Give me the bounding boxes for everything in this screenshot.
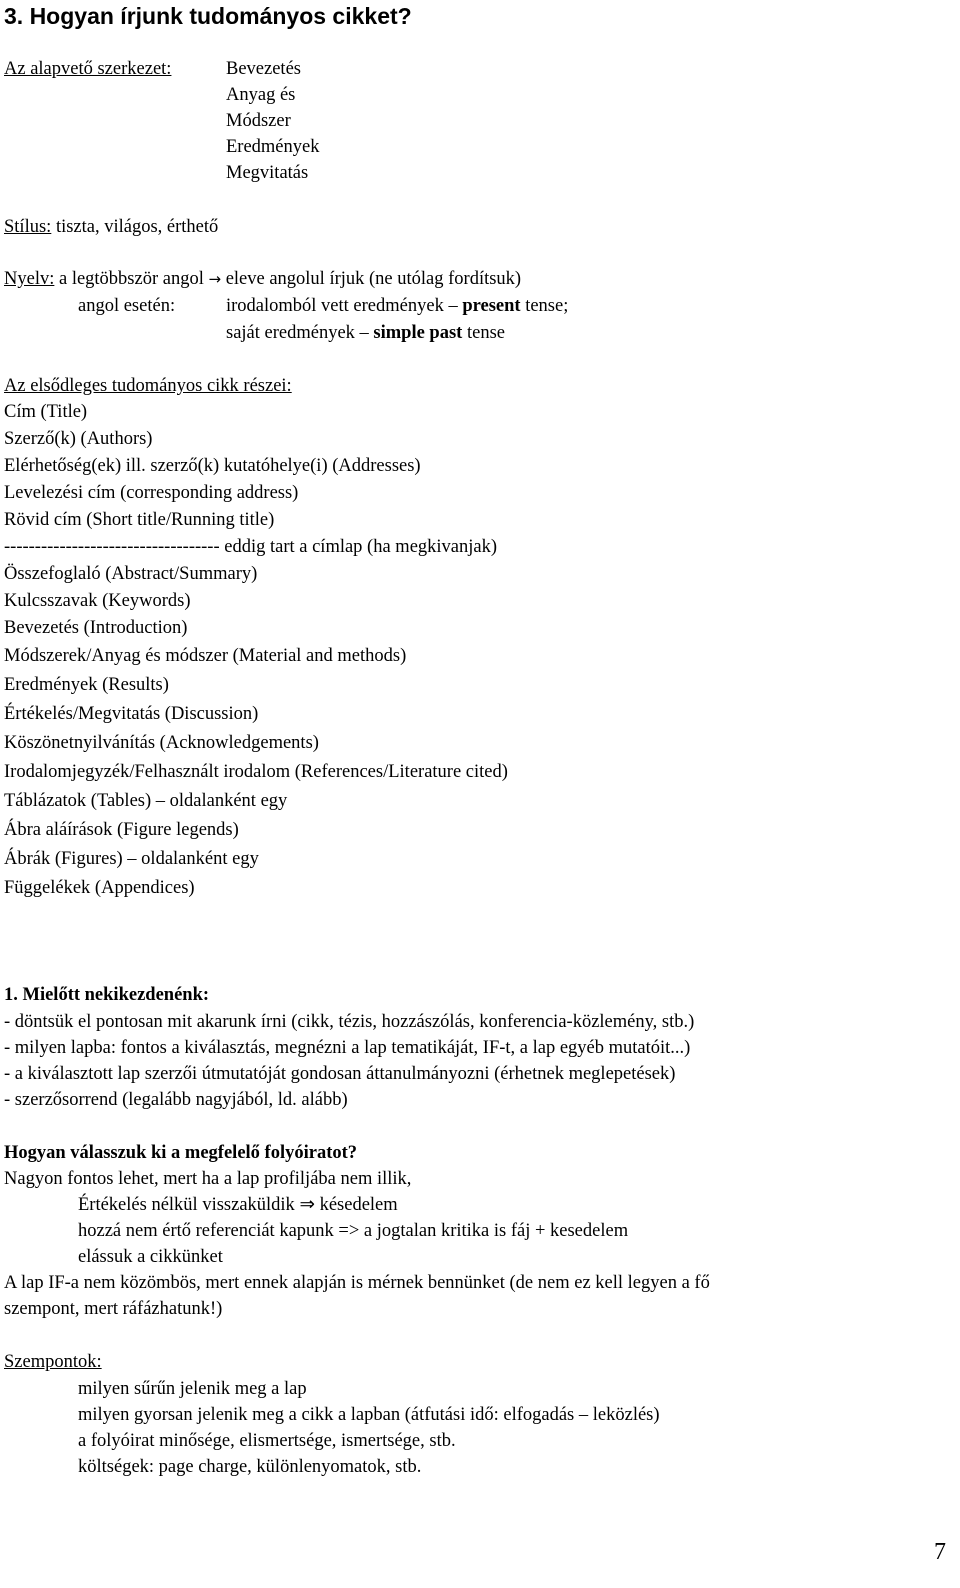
parts-item: Eredmények (Results) (4, 675, 169, 695)
parts-label: Az elsődleges tudományos cikk részei: (4, 376, 292, 396)
before-heading: 1. Mielőtt nekikezdenénk: (4, 985, 210, 1005)
parts-item: Cím (Title) (4, 402, 88, 422)
before-item: - milyen lapba: fontos a kiválasztás, megnézni a lap tematikáját, IF-t, a lap egyéb mutatóit...) (4, 1038, 691, 1058)
structure-item: Módszer (226, 111, 291, 131)
parts-item: Függelékek (Appendices) (4, 878, 195, 898)
structure-item: Anyag és (226, 85, 296, 105)
page-number: 7 (934, 1539, 946, 1565)
language-line-2 (226, 295, 568, 317)
language-label: Nyelv: (4, 269, 55, 289)
criteria-item: a folyóirat minősége, elismertsége, ismertsége, stb. (78, 1431, 456, 1451)
parts-item: Levelezési cím (corresponding address) (4, 483, 299, 503)
parts-item: Szerző(k) (Authors) (4, 429, 153, 449)
parts-item: ----------------------------------- eddig tart a címlap (ha megkivanjak) (4, 537, 498, 557)
structure-item: Eredmények (226, 137, 320, 157)
structure-item: Megvitatás (226, 163, 309, 183)
criteria-item: milyen gyorsan jelenik meg a cikk a lapban (átfutási idő: elfogadás – leközlés) (78, 1405, 660, 1425)
journal-line1-b: késedelem (314, 1195, 398, 1215)
journal-line-2: hozzá nem értő referenciát kapunk => a jogtalan kritika is fáj + kesedelem (78, 1221, 629, 1241)
style-label: Stílus: (4, 217, 52, 237)
language-line2-c: tense; (520, 296, 569, 316)
journal-line1-a: Értékelés nélkül visszaküldik (78, 1195, 300, 1215)
structure-item: Bevezetés (226, 59, 301, 79)
parts-item: Ábrák (Figures) – oldalanként egy (4, 849, 259, 869)
present-term: present (462, 296, 521, 316)
parts-item: Kulcsszavak (Keywords) (4, 591, 191, 611)
language-line3-c: tense (462, 323, 505, 343)
before-item: - szerzősorrend (legalább nagyjából, ld. alább) (4, 1090, 348, 1110)
parts-item: Elérhetőség(ek) ill. szerző(k) kutatóhelye(i) (Addresses) (4, 456, 421, 476)
language-line-3 (226, 322, 505, 344)
parts-item: Táblázatok (Tables) – oldalanként egy (4, 791, 288, 811)
double-arrow-icon: ⇒ (299, 1195, 315, 1215)
before-item: - a kiválasztott lap szerzői útmutatóját gondosan áttanulmányozni (érhetnek meglepetések) (4, 1064, 676, 1084)
criteria-item: milyen sűrűn jelenik meg a lap (78, 1379, 307, 1399)
structure-label: Az alapvető szerkezet: (4, 59, 172, 79)
criteria-label: Szempontok: (4, 1352, 102, 1372)
right-arrow-icon: → (208, 270, 222, 288)
parts-item: Rövid cím (Short title/Running title) (4, 510, 275, 530)
style-text: tiszta, világos, érthető (51, 217, 219, 237)
language-line2-a: irodalomból vett eredmények – (226, 296, 463, 316)
journal-line-3: elássuk a cikkünket (78, 1247, 223, 1267)
parts-item: Köszönetnyilvánítás (Acknowledgements) (4, 733, 319, 753)
language-text-a: a legtöbbször angol (54, 269, 209, 289)
style-line (4, 216, 218, 238)
parts-item: Irodalomjegyzék/Felhasznált irodalom (References/Literature cited) (4, 762, 508, 782)
journal-heading: Hogyan válasszuk ki a megfelelő folyóiratot? (4, 1143, 358, 1163)
language-line3-a: saját eredmények – (226, 323, 374, 343)
page-heading: 3. Hogyan írjunk tudományos cikket? (4, 3, 412, 29)
parts-item: Értékelés/Megvitatás (Discussion) (4, 704, 259, 724)
language-text-b: eleve angolul írjuk (ne utólag fordítsuk) (221, 269, 522, 289)
angol-label: angol esetén: (78, 296, 176, 316)
parts-item: Ábra aláírások (Figure legends) (4, 820, 239, 840)
journal-intro: Nagyon fontos lehet, mert ha a lap profiljába nem illik, (4, 1169, 412, 1189)
criteria-item: költségek: page charge, különlenyomatok, stb. (78, 1457, 422, 1477)
before-item: - döntsük el pontosan mit akarunk írni (cikk, tézis, hozzászólás, konferencia-közlemény, stb.) (4, 1012, 695, 1032)
parts-item: Módszerek/Anyag és módszer (Material and methods) (4, 646, 407, 666)
journal-line-1 (78, 1194, 398, 1216)
parts-item: Bevezetés (Introduction) (4, 618, 188, 638)
language-line (4, 268, 521, 290)
simple-past-term: simple past (373, 323, 463, 343)
parts-item: Összefoglaló (Abstract/Summary) (4, 564, 258, 584)
journal-paragraph-1: A lap IF-a nem közömbös, mert ennek alapján is mérnek bennünket (de nem ez kell legyen a fő (4, 1273, 710, 1293)
journal-paragraph-2: szempont, mert ráfázhatunk!) (4, 1299, 223, 1319)
